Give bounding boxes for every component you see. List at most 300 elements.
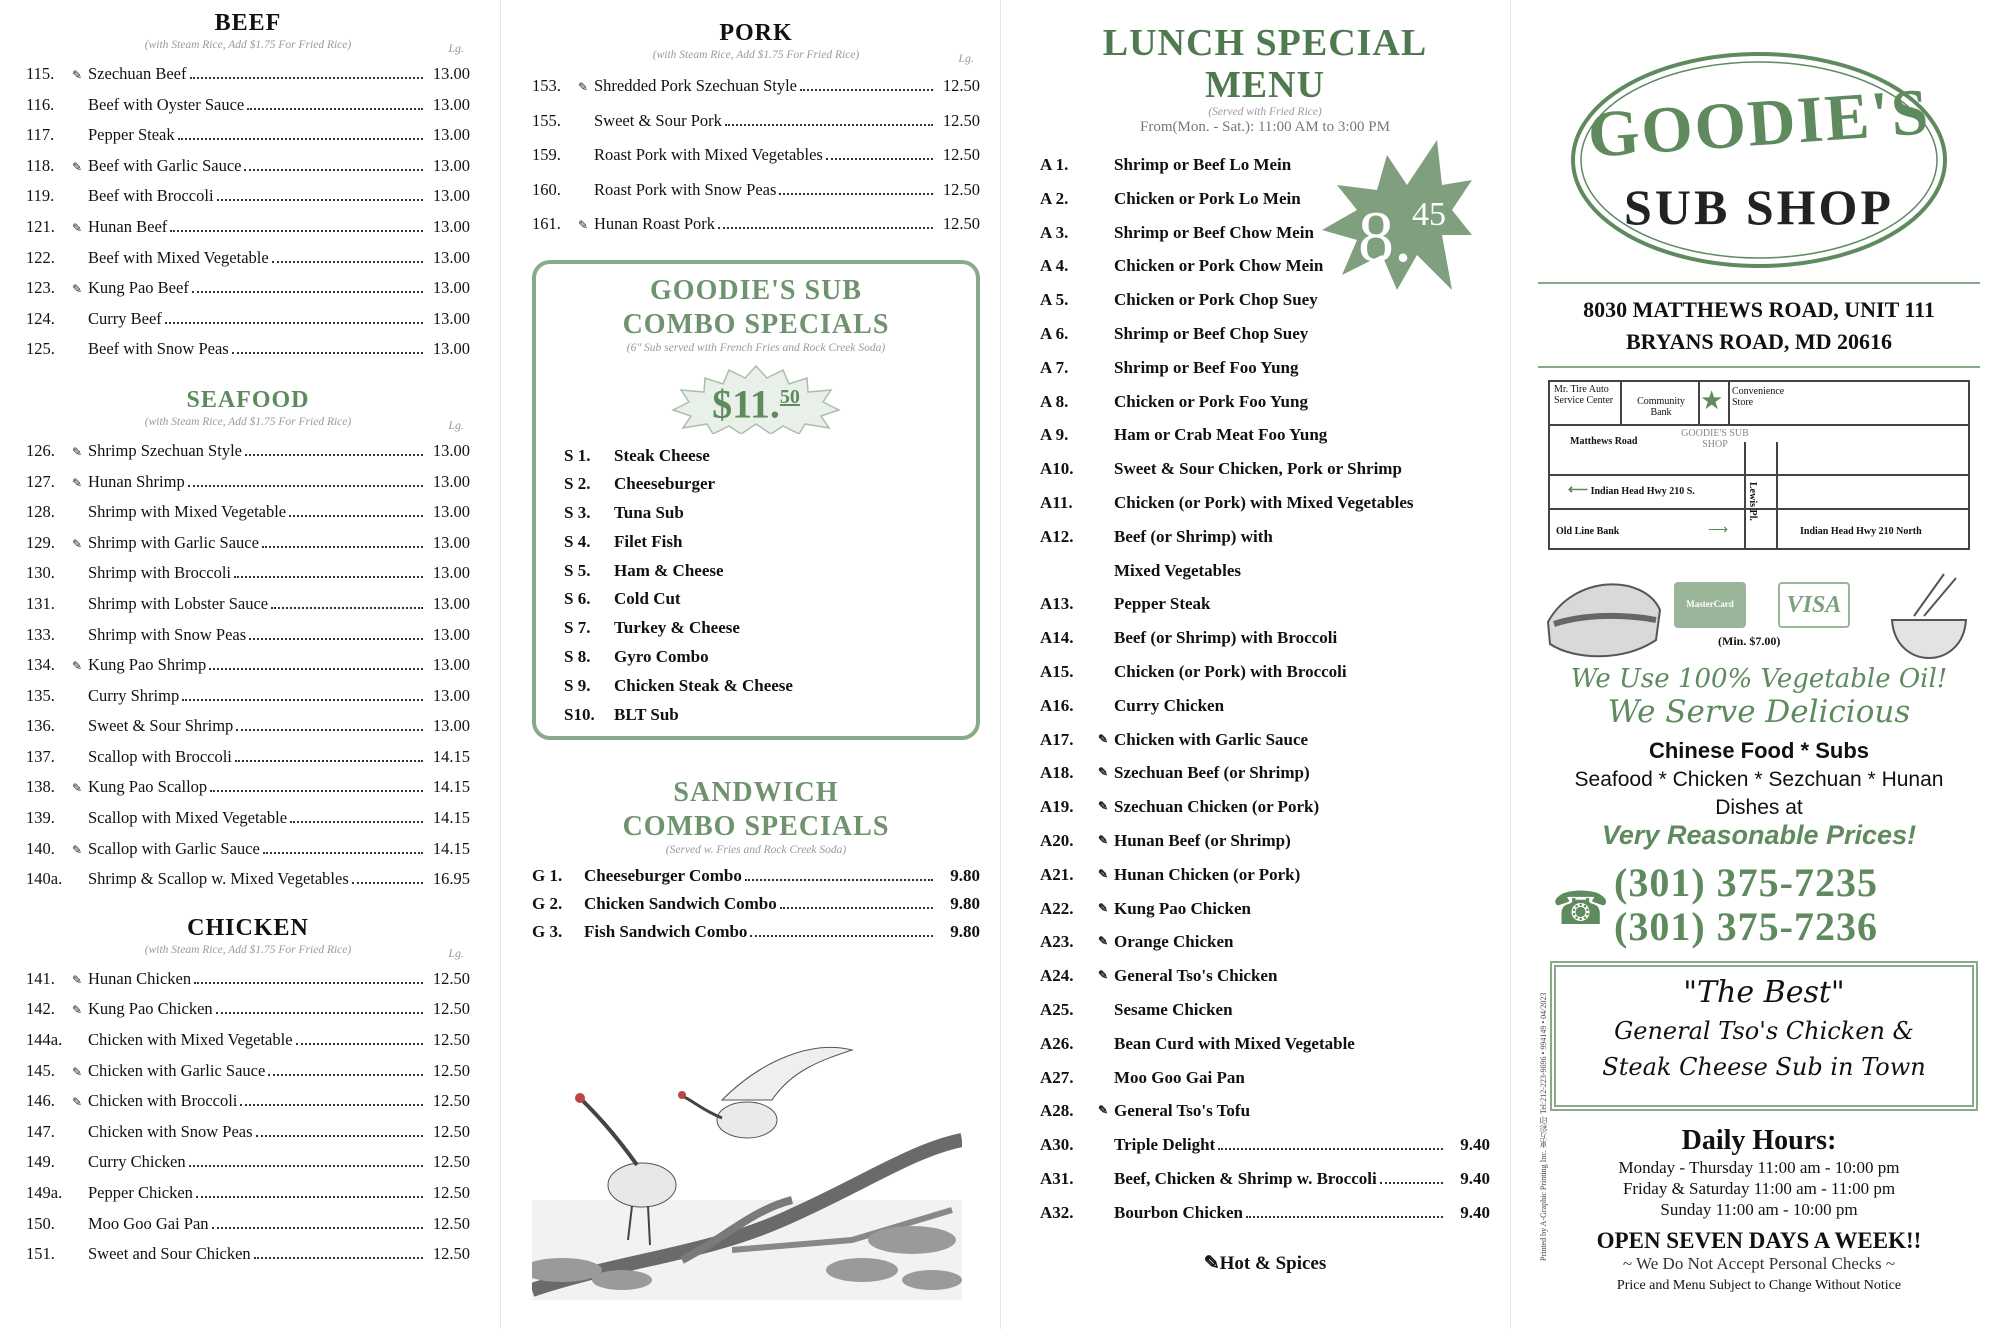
combo-price: 9.80 (950, 921, 980, 941)
seafood-subtitle (26, 416, 470, 432)
sandwich-combo-item-list (532, 862, 980, 946)
address-line-2: BRYANS ROAD, MD 20616 (1625, 329, 1893, 354)
printer-credit: Printed by A-Graphic Printing Inc. 東方彩印 Tel:212-223-9696 • 994149 • 04/2023 (1539, 992, 1548, 1261)
sandwich-combo-title-1: SANDWICH (673, 776, 839, 808)
item-price: 12.50 (432, 1121, 470, 1141)
combo-number: S 8. (564, 647, 591, 667)
chicken-title: CHICKEN (187, 914, 309, 941)
spacer (1098, 655, 1114, 689)
address-line-1: 8030 MATTHEWS ROAD, UNIT 111 (1583, 297, 1935, 322)
lunch-name: Chicken or Pork Foo Yung (1114, 391, 1308, 411)
item-price: 12.50 (942, 145, 980, 164)
no-checks-note: ~ We Do Not Accept Personal Checks ~ (1622, 1254, 1896, 1273)
dot-leader (254, 1257, 423, 1259)
menu-item (26, 1117, 470, 1148)
item-name: Shrimp with Broccoli (88, 563, 231, 583)
combo-number: S 2. (564, 474, 591, 494)
combo-name: Turkey & Cheese (614, 618, 740, 638)
item-name: Chicken with Snow Peas (88, 1121, 253, 1141)
chicken-subtitle (26, 944, 470, 960)
phone-block (1538, 859, 1980, 949)
combo-number: G 1. (532, 865, 563, 885)
item-number: 155. (532, 110, 561, 130)
hot-pepper-icon: ✎ (1098, 900, 1109, 915)
dot-leader (780, 907, 933, 909)
dot-leader (189, 1165, 423, 1167)
hot-spices-label: Hot & Spices (1219, 1252, 1327, 1274)
best-line-1: "The Best" (1683, 975, 1845, 1010)
combo-name: Chicken Steak & Cheese (614, 675, 793, 695)
lunch-item (1040, 1027, 1490, 1061)
lunch-number: A18. (1040, 763, 1074, 783)
spacer (1098, 1027, 1114, 1061)
item-price: 12.50 (942, 76, 980, 95)
payment-row (1538, 570, 1980, 662)
item-price: 13.00 (432, 716, 470, 736)
lunch-name: Sesame Chicken (1114, 999, 1233, 1019)
dot-leader (290, 821, 423, 823)
menu-item (26, 90, 470, 121)
crane-pine-icon (532, 1040, 962, 1300)
pork-size-label: Lg. (958, 51, 974, 65)
sub-combo-subtitle: (6" Sub served with French Fries and Rock Creek Soda) (626, 341, 886, 354)
dot-leader (235, 760, 423, 762)
item-name: Scallop with Mixed Vegetable (88, 808, 288, 828)
item-price: 12.50 (432, 1060, 470, 1080)
lunch-name: Beef (or Shrimp) with Broccoli (1114, 628, 1338, 648)
lunch-item (1040, 452, 1490, 486)
item-number: 144a. (26, 1030, 63, 1050)
map-highway-north: Indian Head Hwy 210 North (1800, 526, 1922, 537)
menu-item (26, 528, 470, 559)
lunch-price-value: 9.40 (1460, 1168, 1490, 1188)
item-price: 14.15 (432, 808, 470, 828)
combo-number: S 6. (564, 589, 591, 609)
spacer (1098, 317, 1114, 351)
lunch-priced-item (1040, 1196, 1490, 1230)
goodies-logo (1569, 50, 1949, 270)
telephone-icon: ☎ (1552, 883, 1610, 934)
item-name: Roast Pork with Mixed Vegetables (594, 145, 823, 164)
lunch-name: Orange Chicken (1114, 932, 1234, 952)
combo-name: Cheeseburger (614, 474, 716, 494)
beef-section (26, 10, 470, 365)
menu-item (26, 436, 470, 467)
lunch-name: Szechuan Beef (or Shrimp) (1114, 763, 1310, 783)
map-highway-south-label: Indian Head Hwy 210 S. (1590, 486, 1695, 497)
dot-leader (188, 485, 423, 487)
item-name: Hunan Roast Pork (594, 214, 715, 233)
item-name: Shrimp & Scallop w. Mixed Vegetables (88, 869, 349, 889)
lunch-hours: From(Mon. - Sat.): 11:00 AM to 3:00 PM (1140, 119, 1390, 135)
divider (1538, 282, 1980, 284)
menu-item (26, 620, 470, 651)
item-number: 160. (532, 179, 561, 199)
map-goodies-label: GOODIE'S SUB SHOP (1681, 428, 1749, 450)
spacer (1098, 554, 1114, 588)
combo-name: Gyro Combo (614, 647, 709, 667)
spacer (1098, 249, 1114, 283)
item-number: 151. (26, 1244, 55, 1264)
item-name: Chicken with Mixed Vegetable (88, 1030, 293, 1050)
seafood-size-label: Lg. (448, 417, 464, 432)
combo-name: BLT Sub (614, 704, 679, 724)
dot-leader (718, 227, 933, 229)
hot-pepper-icon: ✎ (1098, 731, 1109, 746)
item-number: 139. (26, 808, 55, 828)
hot-pepper-icon: ✎ (72, 1064, 83, 1079)
menu-item (26, 243, 470, 274)
dot-leader (272, 261, 423, 263)
dot-leader (190, 77, 424, 79)
pork-subtitle (532, 49, 980, 65)
logo-name: GOODIE'S (1585, 75, 1933, 172)
lunch-name: Shrimp or Beef Lo Mein (1114, 155, 1292, 174)
chicken-item-list (26, 964, 470, 1270)
lunch-item (1040, 520, 1490, 554)
hot-pepper-icon: ✎ (72, 444, 83, 459)
dot-leader (170, 230, 423, 232)
pork-item-list (532, 69, 980, 242)
dot-leader (262, 546, 423, 548)
crane-illustration (532, 1040, 962, 1300)
map-highway-south (1568, 482, 1695, 499)
hot-pepper-icon: ✎ (72, 68, 83, 82)
beef-item-list (26, 59, 470, 365)
lunch-number: A15. (1040, 661, 1074, 681)
lunch-price-value: 9.40 (1460, 1202, 1490, 1222)
hours-weekend: Friday & Saturday 11:00 am - 11:00 pm (1622, 1179, 1896, 1198)
lunch-price-value: 9.40 (1460, 1135, 1490, 1155)
item-number: 135. (26, 685, 55, 705)
divider (1538, 366, 1980, 368)
item-number: 124. (26, 308, 55, 328)
lunch-title-2: MENU (1204, 64, 1326, 106)
dot-leader (750, 935, 933, 937)
sandwich-combo-item (532, 890, 980, 918)
lunch-subtitle: (Served with Fried Rice) (1208, 106, 1322, 118)
lunch-number: A20. (1040, 830, 1074, 850)
menu-item (26, 864, 470, 895)
item-number: 116. (26, 94, 55, 114)
best-line-3: Steak Cheese Sub in Town (1602, 1053, 1926, 1081)
phone-2[interactable]: (301) 375-7236 (1614, 904, 1878, 949)
item-number: 150. (26, 1213, 55, 1233)
item-price: 12.50 (432, 1152, 470, 1172)
item-price: 12.50 (432, 1030, 470, 1050)
hot-pepper-icon: ✎ (72, 282, 83, 297)
item-name: Pepper Chicken (88, 1183, 193, 1202)
item-name: Scallop with Garlic Sauce (88, 838, 260, 858)
menu-item (26, 467, 470, 498)
menu-item (26, 711, 470, 742)
menu-item (26, 1209, 470, 1240)
item-name: Beef with Garlic Sauce (88, 155, 242, 175)
menu-panel-lunch (1000, 0, 1510, 1329)
item-name: Chicken with Broccoli (88, 1091, 238, 1111)
lunch-name: Chicken or Pork Chow Mein (1114, 256, 1324, 276)
item-price: 13.00 (432, 655, 470, 675)
item-number: 145. (26, 1060, 55, 1080)
menu-item (26, 151, 470, 182)
sub-sandwich-icon (1544, 570, 1664, 662)
item-price: 14.15 (432, 838, 470, 858)
lunch-item (1040, 587, 1490, 621)
combo-number: S10. (564, 704, 595, 724)
item-number: 134. (26, 655, 55, 675)
dot-leader (212, 1227, 423, 1229)
combo-number: S 7. (564, 618, 591, 638)
lunch-name: Szechuan Chicken (or Pork) (1114, 797, 1320, 817)
lunch-number: A27. (1040, 1067, 1074, 1087)
item-price: 13.00 (432, 186, 470, 206)
dot-leader (236, 729, 423, 731)
visa-icon (1778, 582, 1850, 628)
spacer (1098, 216, 1114, 250)
lunch-number: A 8. (1040, 391, 1069, 411)
lunch-name: Chicken or Pork Lo Mein (1114, 188, 1301, 208)
shop-info-panel (1510, 0, 2000, 1329)
lunch-name: Mixed Vegetables (1114, 560, 1242, 580)
item-price: 13.00 (432, 278, 470, 298)
item-name: Hunan Beef (88, 216, 168, 236)
beef-size-label: Lg. (448, 41, 464, 55)
item-number: 142. (26, 999, 55, 1019)
item-name: Shrimp with Lobster Sauce (88, 593, 269, 613)
lunch-number: A23. (1040, 932, 1074, 952)
map-lot-line (1620, 382, 1622, 424)
item-name: Shredded Pork Szechuan Style (594, 76, 798, 95)
combo-name: Cold Cut (614, 589, 681, 609)
item-price: 13.00 (432, 624, 470, 644)
combo-item (552, 643, 960, 672)
item-price: 12.50 (942, 179, 980, 199)
combo-name: Tuna Sub (614, 503, 684, 523)
lunch-name: Kung Pao Chicken (1114, 898, 1251, 918)
dot-leader (268, 1074, 423, 1076)
item-name: Sweet & Sour Pork (594, 110, 722, 130)
item-price: 13.00 (432, 471, 470, 491)
menu-item (26, 1025, 470, 1056)
arrow-right-icon: ⟶ (1708, 523, 1729, 538)
item-number: 140. (26, 838, 55, 858)
item-price: 12.50 (432, 1244, 470, 1264)
sub-combo-price-cents: 50 (779, 385, 800, 408)
item-price: 13.00 (432, 94, 470, 114)
lunch-number: A11. (1040, 492, 1073, 512)
mastercard-icon (1674, 582, 1746, 628)
lunch-name: Pepper Steak (1114, 594, 1211, 614)
hot-pepper-icon: ✎ (1203, 1252, 1220, 1274)
spacer (1098, 351, 1114, 385)
item-number: 126. (26, 440, 55, 460)
sandwich-combo-item (532, 862, 980, 890)
item-name: Beef with Broccoli (88, 186, 214, 206)
item-number: 137. (26, 746, 55, 766)
map-mr-tire: Mr. Tire Auto Service Center (1554, 384, 1614, 406)
seafood-rice-note: (with Steam Rice, Add $1.75 For Fried Rice) (144, 415, 352, 428)
hot-pepper-icon: ✎ (1098, 1103, 1109, 1118)
spacer (1098, 520, 1114, 554)
item-number: 118. (26, 155, 55, 175)
sandwich-combo-item (532, 918, 980, 946)
seafood-item-list (26, 436, 470, 895)
lunch-name: Shrimp or Beef Foo Yung (1114, 357, 1299, 377)
item-number: 125. (26, 339, 55, 359)
item-price: 13.00 (432, 155, 470, 175)
dot-leader (289, 515, 423, 517)
dot-leader (1218, 1148, 1443, 1150)
lunch-priced-item (1040, 1128, 1490, 1162)
item-number: 123. (26, 278, 55, 298)
noodle-bowl-icon (1884, 570, 1974, 662)
lunch-number: A 2. (1040, 188, 1069, 208)
menu-item (26, 334, 470, 365)
dot-leader (232, 352, 423, 354)
item-price: 12.50 (432, 1183, 470, 1202)
vegetable-oil-note: We Use 100% Vegetable Oil! (1570, 664, 1948, 694)
spacer (1098, 486, 1114, 520)
lunch-number: A 1. (1040, 155, 1069, 174)
lunch-item (1040, 418, 1490, 452)
lunch-item (1040, 756, 1490, 790)
lunch-item (1040, 621, 1490, 655)
map-community-bank: Community Bank (1637, 396, 1685, 418)
lunch-number: A22. (1040, 898, 1074, 918)
item-name: Scallop with Broccoli (88, 746, 232, 766)
sub-combo-title-1: GOODIE'S SUB (650, 274, 862, 306)
combo-item (552, 701, 960, 730)
item-name: Roast Pork with Snow Peas (594, 179, 777, 199)
hot-pepper-icon: ✎ (72, 842, 83, 857)
lunch-number: A30. (1040, 1135, 1074, 1155)
lunch-name: General Tso's Tofu (1114, 1101, 1251, 1121)
menu-item (26, 59, 470, 90)
lunch-item (1040, 317, 1490, 351)
map-lot-line (1728, 382, 1730, 424)
menu-item (26, 558, 470, 589)
dot-leader (210, 790, 423, 792)
hot-pepper-icon: ✎ (72, 1095, 83, 1110)
hot-pepper-icon: ✎ (1098, 968, 1109, 983)
hot-pepper-icon: ✎ (72, 475, 83, 490)
chicken-rice-note: (with Steam Rice, Add $1.75 For Fried Rice) (144, 943, 352, 956)
lunch-number: A25. (1040, 999, 1074, 1019)
lunch-title-1: LUNCH SPECIAL (1102, 22, 1428, 64)
dot-leader (263, 852, 423, 854)
spacer (1098, 385, 1114, 419)
lunch-item (1040, 858, 1490, 892)
item-name: Kung Pao Chicken (88, 999, 213, 1019)
dot-leader (194, 982, 423, 984)
menu-item (26, 1178, 470, 1209)
sub-combo-title-2: COMBO SPECIALS (622, 308, 890, 340)
hours-weekday: Monday - Thursday 11:00 am - 10:00 pm (1618, 1158, 1900, 1177)
item-price: 12.50 (432, 999, 470, 1019)
item-number: 115. (26, 64, 55, 83)
item-name: Hunan Chicken (88, 968, 192, 988)
combo-number: S 5. (564, 560, 591, 580)
menu-panel-pork-combos (500, 0, 1000, 1329)
item-name: Curry Shrimp (88, 685, 180, 705)
item-number: 127. (26, 471, 55, 491)
sandwich-combo-section (532, 776, 980, 946)
combo-item (552, 528, 960, 557)
dot-leader (256, 1135, 423, 1137)
chicken-size-label: Lg. (448, 945, 464, 960)
spacer (1098, 148, 1114, 182)
menu-item (26, 212, 470, 243)
dot-leader (1380, 1182, 1443, 1184)
phone-1[interactable]: (301) 375-7235 (1614, 860, 1878, 905)
lunch-number: A17. (1040, 729, 1074, 749)
lunch-name: Ham or Crab Meat Foo Yung (1114, 425, 1328, 445)
combo-name: Cheeseburger Combo (584, 865, 742, 885)
combo-name: Chicken Sandwich Combo (584, 893, 777, 913)
lunch-item (1040, 959, 1490, 993)
lunch-item (1040, 892, 1490, 926)
pork-section (532, 20, 980, 242)
dot-leader (1246, 1216, 1443, 1218)
item-number: 161. (532, 214, 561, 233)
item-price: 13.00 (432, 308, 470, 328)
item-number: 149a. (26, 1183, 63, 1202)
item-name: Szechuan Beef (88, 64, 187, 83)
lunch-number: A24. (1040, 966, 1074, 986)
beef-title: BEEF (214, 10, 282, 36)
item-number: 121. (26, 216, 55, 236)
serve-line: We Serve Delicious (1607, 694, 1911, 730)
lunch-name: Triple Delight (1114, 1135, 1216, 1155)
item-name: Moo Goo Gai Pan (88, 1213, 209, 1233)
lunch-name: Chicken (or Pork) with Mixed Vegetables (1114, 492, 1414, 512)
map-road-line (1550, 424, 1968, 426)
menu-item (26, 772, 470, 803)
item-number: 119. (26, 186, 55, 206)
item-number: 138. (26, 777, 55, 797)
item-price: 13.00 (432, 563, 470, 583)
spacer (1098, 1061, 1114, 1095)
lunch-priced-item-list (1040, 1128, 1490, 1229)
lunch-price-cents: 45 (1412, 196, 1446, 233)
spacer (1098, 993, 1114, 1027)
logo-subname: SUB SHOP (1624, 179, 1894, 235)
dot-leader (247, 108, 423, 110)
combo-name: Ham & Cheese (614, 560, 724, 580)
item-price: 13.00 (432, 64, 470, 83)
lunch-item (1040, 824, 1490, 858)
item-price: 13.00 (432, 502, 470, 522)
hours-sunday: Sunday 11:00 am - 10:00 pm (1660, 1200, 1858, 1219)
map-convenience-store: Convenience Store (1732, 386, 1785, 408)
lunch-name: Chicken or Pork Chop Suey (1114, 290, 1318, 310)
lunch-price (1332, 170, 1472, 282)
item-number: 141. (26, 968, 55, 988)
item-number: 140a. (26, 869, 63, 889)
item-price: 13.00 (432, 339, 470, 359)
cuisine-line: Seafood * Chicken * Sezchuan * Hunan (1574, 768, 1944, 791)
lunch-item (1040, 723, 1490, 757)
item-name: Pepper Steak (88, 125, 175, 145)
item-name: Shrimp with Snow Peas (88, 624, 247, 644)
lunch-name: Shrimp or Beef Chop Suey (1114, 323, 1309, 343)
item-price: 14.15 (432, 746, 470, 766)
hot-pepper-icon: ✎ (578, 218, 589, 232)
hours-title: Daily Hours: (1681, 1125, 1837, 1156)
spacer (1098, 283, 1114, 317)
item-number: 117. (26, 125, 55, 145)
item-number: 136. (26, 716, 55, 736)
